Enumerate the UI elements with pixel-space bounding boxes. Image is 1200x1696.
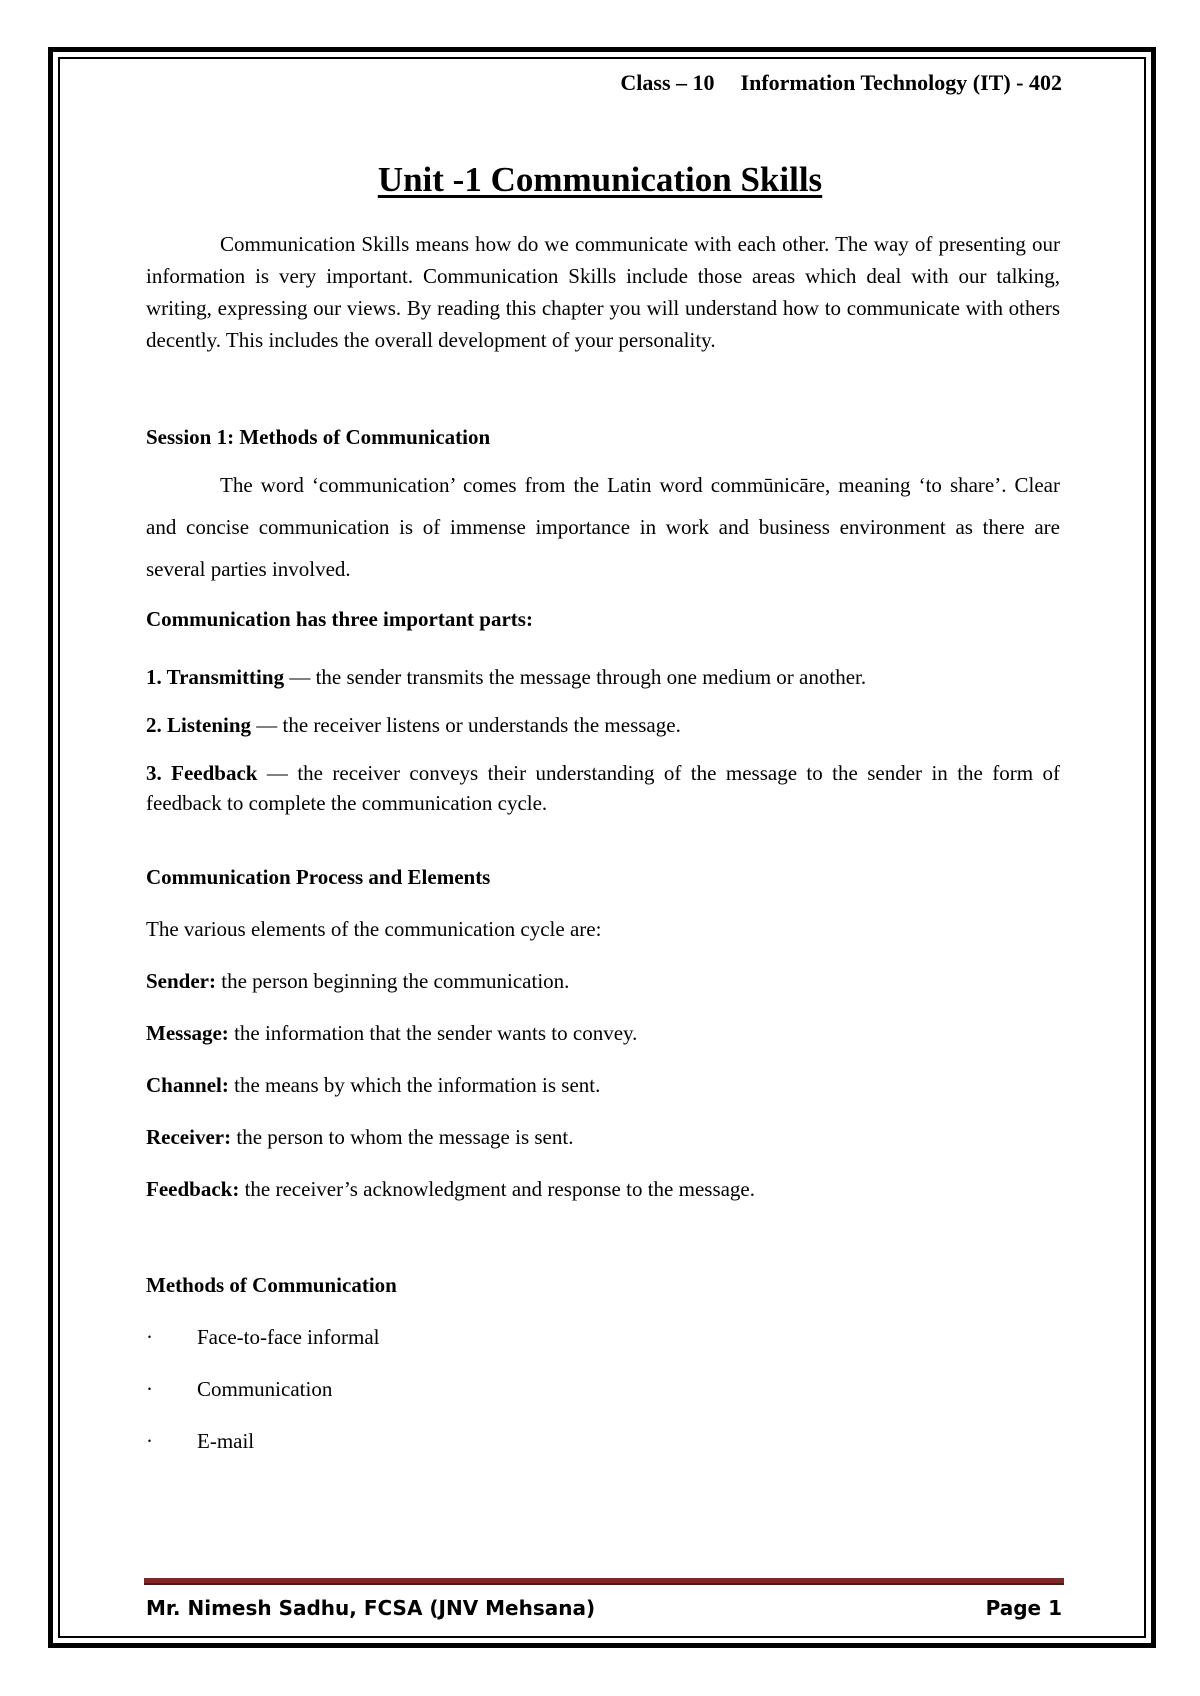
element-channel [146,1070,1060,1100]
list-item [146,1426,1060,1456]
methods-heading: Methods of Communication [146,1273,397,1297]
session1-heading: Session 1: Methods of Communication [146,425,491,449]
bullet-icon: · [146,1377,153,1401]
page-title: Unit -1 Communication Skills [377,160,823,199]
element-sender [146,966,1060,996]
part-text: — the sender transmits the message through one medium or another. [284,665,867,689]
part-label: 2. Listening [146,713,252,737]
element-label: Receiver: [146,1125,232,1149]
header-class: Class – 10 [620,70,715,95]
bullet-icon: · [146,1325,153,1349]
process-heading: Communication Process and Elements [146,865,491,889]
parts-heading: Communication has three important parts: [146,607,533,631]
element-text: the receiver’s acknowledgment and response to the message. [239,1177,756,1201]
element-text: the person beginning the communication. [216,969,570,993]
element-text: the person to whom the message is sent. [231,1125,574,1149]
method-text: Face-to-face informal [197,1325,380,1349]
part-item-listening [146,710,1060,740]
element-label: Feedback: [146,1177,240,1201]
part-label: 1. Transmitting [146,665,285,689]
element-receiver [146,1122,1060,1152]
header-subject: Information Technology (IT) - 402 [740,70,1062,95]
element-text: the means by which the information is sent. [228,1073,601,1097]
element-label: Message: [146,1021,229,1045]
document-body [146,228,1060,1456]
bullet-icon: · [146,1429,153,1453]
element-text: the information that the sender wants to convey. [228,1021,638,1045]
list-item [146,1374,1060,1404]
footer-author: Mr. Nimesh Sadhu, FCSA (JNV Mehsana) [146,1596,596,1620]
footer-rule [144,1578,1064,1585]
process-intro: The various elements of the communication cycle are: [146,917,602,941]
part-text: — the receiver conveys their understanding of the message to the sender in the form of feedback to complete the communication cycle. [146,761,1060,815]
page-header [620,70,1062,96]
element-feedback [146,1174,1060,1204]
list-item [146,1322,1060,1352]
method-text: E-mail [197,1429,255,1453]
part-label: 3. Feedback [146,761,258,785]
session1-paragraph: The word ‘communication’ comes from the Latin word commūnicāre, meaning ‘to share’. Clear and concise communication is of immense importance in work and business environment as there are several parties involved. [146,473,1060,581]
part-text: — the receiver listens or understands the message. [251,713,681,737]
element-label: Channel: [146,1073,229,1097]
method-text: Communication [197,1377,333,1401]
element-label: Sender: [146,969,216,993]
element-message [146,1018,1060,1048]
intro-paragraph: Communication Skills means how do we communicate with each other. The way of presenting our information is very important. Communication Skills include those areas which deal with our talking, writing, expressing our views. By reading this chapter you will understand how to communicate with others decently. This includes the overall development of your personality. [146,232,1060,352]
part-item-transmitting [146,662,1060,692]
footer-page-number: Page 1 [985,1596,1062,1620]
part-item-feedback [146,758,1060,818]
